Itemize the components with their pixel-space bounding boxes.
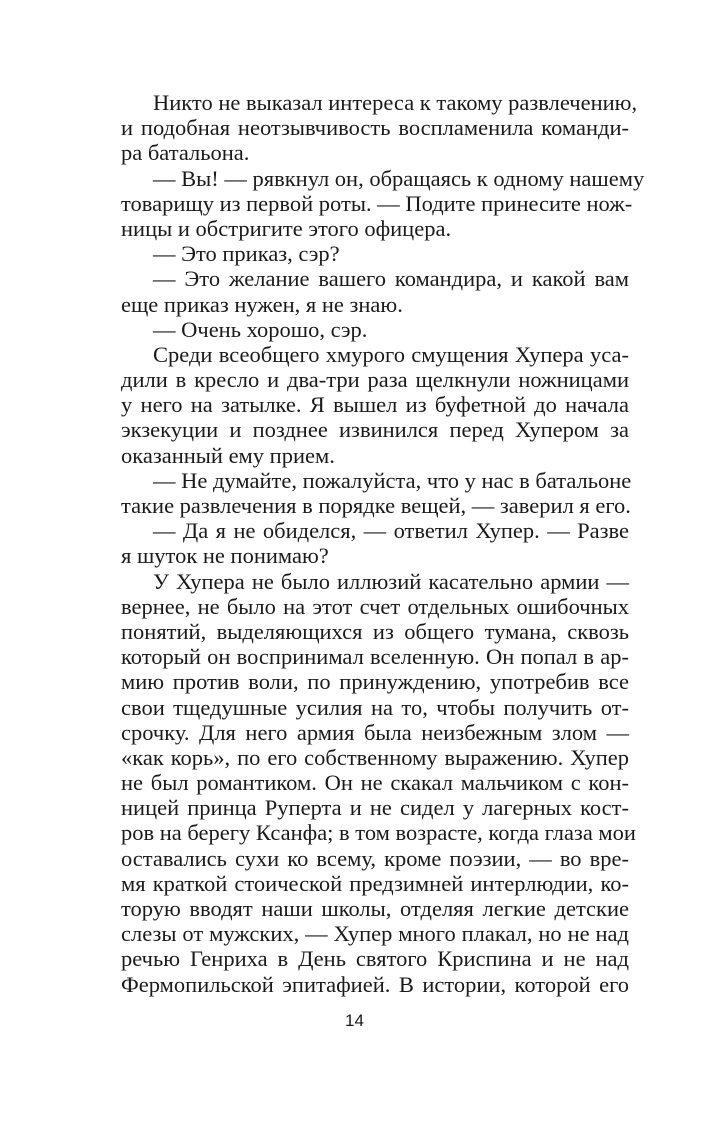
text-line: мию против воли, по принуждению, употребив все	[121, 669, 629, 695]
text-line: Никто не выказал интереса к такому развлечению,	[153, 90, 638, 115]
text-line: понятий, выделяющихся из общего тумана, сквозь	[121, 618, 629, 644]
text-line: Среди всеобщего хмурого смущения Хупера уса-	[153, 341, 629, 367]
text-line: ницы и обстригите этого офицера.	[121, 215, 452, 241]
text-line: — Вы! — рявкнул он, обращаясь к одному нашему	[153, 165, 645, 191]
text-line: и подобная неотзывчивость воспламенила команди-	[121, 115, 629, 141]
text-line: оставались сухи ко всему, кроме поэзии, — во вре-	[121, 845, 629, 871]
text-line: такие развлечения в порядке вещей, — заверил я его.	[121, 493, 631, 518]
text-line: который он воспринимал вселенную. Он попал в ар-	[121, 644, 629, 670]
text-line: речью Генриха в День святого Криспина и не над	[121, 946, 629, 972]
text-line: слезы от мужских, — Хупер много плакал, но не над	[121, 921, 629, 947]
text-line: свои тщедушные усилия на то, чтобы получить от-	[121, 694, 629, 720]
body-text	[121, 90, 645, 997]
text-line: ницей принца Руперта и не сидел у лагерных кост-	[121, 795, 629, 821]
text-line: мя краткой стоической предзимней интерлюдии, ко-	[121, 870, 629, 896]
text-line: товарищу из первой роты. — Подите принесите нож-	[121, 190, 633, 216]
text-line: У Хупера не было иллюзий касательно армии —	[153, 568, 629, 594]
text-line: оказанный ему прием.	[121, 442, 335, 468]
text-line: ра батальона.	[121, 140, 250, 166]
text-line: вернее, не было на этот счет отдельных ошибочных	[121, 593, 629, 619]
text-line: Фермопильской эпитафией. В истории, которой его	[121, 971, 629, 997]
text-line: — Это желание вашего командира, и какой вам	[153, 266, 629, 292]
text-line: — Это приказ, сэр?	[153, 241, 340, 267]
text-line: торую вводят наши школы, отделяя легкие детские	[121, 896, 629, 921]
text-line: «как корь», по его собственному выражению. Хупер	[121, 744, 629, 770]
text-line: я шуток не понимаю?	[121, 543, 329, 569]
text-line: ров на берегу Ксанфа; в том возрасте, когда глаза мои	[121, 820, 636, 846]
text-line: — Очень хорошо, сэр.	[153, 316, 368, 342]
text-line: еще приказ нужен, я не знаю.	[121, 291, 403, 317]
text-line: срочку. Для него армия была неизбежным злом —	[121, 719, 629, 745]
text-line: — Да я не обиделся, — ответил Хупер. — Разве	[153, 518, 629, 544]
text-line: у него на затылке. Я вышел из буфетной до начала	[121, 392, 629, 418]
text-line: дили в кресло и два-три раза щелкнули ножницами	[121, 367, 629, 393]
text-line: экзекуции и позднее извинился перед Хупером за	[121, 417, 629, 443]
page-number: 14	[345, 1011, 364, 1030]
text-line: — Не думайте, пожалуйста, что у нас в батальоне	[153, 467, 632, 493]
text-line: не был романтиком. Он не скакал мальчиком с кон-	[121, 770, 629, 796]
